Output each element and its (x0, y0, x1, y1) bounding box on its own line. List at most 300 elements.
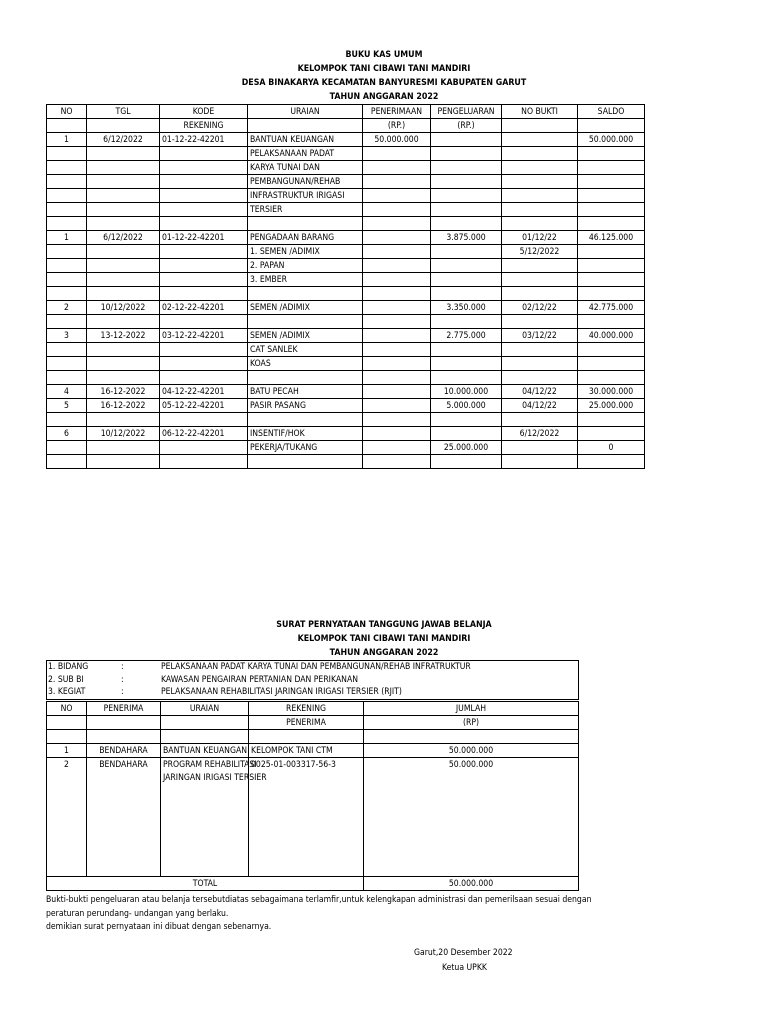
kas-cell-pengeluaran: 5.000.000 (431, 399, 502, 413)
kas-cell-penerimaan (363, 273, 431, 287)
sptj-header-penerima: PENERIMA (87, 702, 161, 716)
kas-cell-pengeluaran (431, 343, 502, 357)
kas-cell-tgl (87, 189, 160, 203)
kas-cell-no-bukti: 02/12/22 (502, 301, 578, 315)
kas-cell-uraian: KOAS (248, 357, 363, 371)
info-label: 2. SUB BI (48, 674, 84, 685)
kas-cell-uraian: KARYA TUNAI DAN (248, 161, 363, 175)
empty-cell (249, 730, 364, 744)
spacer-row (47, 730, 579, 744)
info-value: KAWASAN PENGAIRAN PERTANIAN DAN PERIKANAN (161, 674, 359, 685)
kas-cell-no-bukti (502, 203, 578, 217)
kas-cell-penerimaan (363, 329, 431, 343)
kas-cell-uraian: INSENTIF/HOK (248, 427, 363, 441)
kas-cell-kode-rekening (160, 441, 248, 455)
kas-cell-tgl (87, 287, 160, 301)
kas-cell-no-bukti: 04/12/22 (502, 399, 578, 413)
kas-cell-saldo (578, 315, 645, 329)
kas-cell-no-bukti (502, 357, 578, 371)
kas-cell-tgl: 6/12/2022 (87, 133, 160, 147)
sptj-title-2: KELOMPOK TANI CIBAWI TANI MANDIRI (297, 634, 471, 644)
sptj-title-1: SURAT PERNYATAAN TANGGUNG JAWAB BELANJA (276, 620, 492, 630)
kas-cell-saldo (578, 147, 645, 161)
kas-cell-uraian (248, 413, 363, 427)
kas-cell-tgl (87, 343, 160, 357)
kas-cell-penerimaan (363, 147, 431, 161)
kas-cell-penerimaan (363, 259, 431, 273)
kas-cell-kode-rekening: 02-12-22-42201 (160, 301, 248, 315)
table-row (47, 357, 645, 371)
kas-cell-kode-rekening (160, 189, 248, 203)
sptj-header-uraian: URAIAN (161, 702, 249, 716)
kas-cell-saldo: 50.000.000 (578, 133, 645, 147)
blank-body-row (47, 784, 579, 877)
kas-cell-pengeluaran (431, 175, 502, 189)
kas-cell-pengeluaran (431, 273, 502, 287)
kas-title-1: BUKU KAS UMUM (345, 50, 423, 60)
kas-cell-pengeluaran: 2.775.000 (431, 329, 502, 343)
total-label: TOTAL (47, 877, 364, 891)
kas-cell-penerimaan (363, 189, 431, 203)
table-row (47, 371, 645, 385)
kas-cell-penerimaan (363, 385, 431, 399)
kas-cell-no-bukti (502, 175, 578, 189)
kas-title-2: KELOMPOK TANI CIBAWI TANI MANDIRI (297, 64, 471, 74)
kas-cell-pengeluaran (431, 189, 502, 203)
table-row (47, 399, 645, 413)
table-row (47, 744, 579, 758)
kas-cell-pengeluaran (431, 161, 502, 175)
kas-cell-no: 2 (47, 301, 87, 315)
table-row (47, 217, 645, 231)
kas-table (46, 104, 645, 469)
kas-cell-penerimaan (363, 203, 431, 217)
kas-cell-saldo (578, 357, 645, 371)
kas-cell-kode-rekening (160, 161, 248, 175)
empty-cell (161, 730, 249, 744)
total-value: 50.000.000 (364, 877, 579, 891)
sptj-header-rekening-penerima: REKENING (249, 702, 364, 716)
kas-cell-tgl: 16-12-2022 (87, 399, 160, 413)
kas-header-uraian (248, 119, 363, 133)
kas-header-saldo (578, 119, 645, 133)
kas-cell-uraian: PASIR PASANG (248, 399, 363, 413)
kas-cell-no (47, 217, 87, 231)
info-sep: : (121, 687, 124, 697)
kas-cell-pengeluaran: 10.000.000 (431, 385, 502, 399)
kas-cell-tgl (87, 315, 160, 329)
table-row (47, 385, 645, 399)
kas-cell-kode-rekening (160, 371, 248, 385)
kas-cell-uraian: PEMBANGUNAN/REHAB (248, 175, 363, 189)
kas-cell-saldo (578, 161, 645, 175)
kas-cell-penerimaan (363, 357, 431, 371)
kas-cell-no (47, 189, 87, 203)
kas-cell-pengeluaran: 3.350.000 (431, 301, 502, 315)
kas-cell-saldo (578, 371, 645, 385)
table-row (47, 133, 645, 147)
kas-cell-no: 1 (47, 133, 87, 147)
table-row (47, 771, 579, 784)
sptj-cell-no: 1 (47, 744, 87, 758)
sptj-cell-no (47, 771, 87, 784)
kas-cell-uraian (248, 455, 363, 469)
kas-cell-saldo: 25.000.000 (578, 399, 645, 413)
kas-cell-kode-rekening (160, 343, 248, 357)
table-row (47, 147, 645, 161)
kas-cell-tgl (87, 175, 160, 189)
kas-header-kode-rekening: KODE (160, 105, 248, 119)
kas-cell-kode-rekening: 03-12-22-42201 (160, 329, 248, 343)
kas-cell-tgl (87, 259, 160, 273)
kas-cell-no-bukti (502, 217, 578, 231)
kas-cell-uraian: 3. EMBER (248, 273, 363, 287)
info-label: 1. BIDANG (48, 662, 89, 672)
kas-cell-pengeluaran (431, 259, 502, 273)
table-row (47, 175, 645, 189)
kas-cell-saldo (578, 273, 645, 287)
kas-cell-no-bukti (502, 259, 578, 273)
sptj-header-jumlah: (RP) (364, 716, 579, 730)
kas-cell-pengeluaran (431, 413, 502, 427)
kas-cell-uraian: SEMEN /ADIMIX (248, 329, 363, 343)
kas-cell-no-bukti (502, 147, 578, 161)
table-row (47, 245, 645, 259)
table-row (47, 315, 645, 329)
kas-cell-tgl (87, 455, 160, 469)
empty-cell (249, 784, 364, 877)
kas-header-pengeluaran: (RP.) (431, 119, 502, 133)
kas-cell-kode-rekening (160, 175, 248, 189)
kas-cell-no: 6 (47, 427, 87, 441)
sign-place-date: Garut,20 Desember 2022 (414, 948, 513, 958)
kas-cell-tgl (87, 413, 160, 427)
kas-cell-no-bukti: 6/12/2022 (502, 427, 578, 441)
kas-cell-saldo: 42.775.000 (578, 301, 645, 315)
kas-cell-penerimaan (363, 217, 431, 231)
table-row (47, 203, 645, 217)
kas-cell-penerimaan (363, 371, 431, 385)
kas-cell-pengeluaran: 25.000.000 (431, 441, 502, 455)
kas-cell-penerimaan (363, 413, 431, 427)
kas-cell-no-bukti (502, 315, 578, 329)
kas-cell-no-bukti (502, 133, 578, 147)
kas-cell-tgl: 6/12/2022 (87, 231, 160, 245)
table-row (47, 259, 645, 273)
kas-header-saldo: SALDO (578, 105, 645, 119)
kas-cell-penerimaan (363, 315, 431, 329)
kas-cell-pengeluaran (431, 455, 502, 469)
kas-cell-penerimaan (363, 441, 431, 455)
sptj-header-no: NO (47, 702, 87, 716)
kas-cell-penerimaan (363, 399, 431, 413)
kas-header-row (47, 119, 645, 133)
info-label: 3. KEGIAT (48, 687, 86, 697)
kas-cell-no-bukti (502, 371, 578, 385)
sptj-footer-1: Bukti-bukti pengeluaran atau belanja tersebutdiatas sebagaimana terlamfir,untuk kelengkapan administrasi dan pemerilsaan sesuai dengan (46, 895, 592, 905)
sptj-cell-rekening-penerima: 0025-01-003317-56-3 (249, 758, 364, 772)
kas-cell-no-bukti: 03/12/22 (502, 329, 578, 343)
kas-cell-penerimaan (363, 301, 431, 315)
sptj-cell-jumlah: 50.000.000 (364, 744, 579, 758)
kas-cell-uraian (248, 315, 363, 329)
sptj-cell-penerima: BENDAHARA (87, 744, 161, 758)
kas-cell-saldo (578, 203, 645, 217)
kas-header-kode-rekening: REKENING (160, 119, 248, 133)
sptj-info-row (47, 686, 578, 699)
kas-cell-tgl (87, 357, 160, 371)
kas-cell-uraian: 2. PAPAN (248, 259, 363, 273)
kas-cell-penerimaan (363, 231, 431, 245)
table-row (47, 273, 645, 287)
kas-cell-no (47, 259, 87, 273)
empty-cell (87, 730, 161, 744)
kas-cell-tgl: 13-12-2022 (87, 329, 160, 343)
kas-cell-no-bukti: 04/12/22 (502, 385, 578, 399)
empty-cell (47, 784, 87, 877)
kas-cell-no (47, 455, 87, 469)
kas-cell-no-bukti (502, 413, 578, 427)
kas-cell-saldo: 40.000.000 (578, 329, 645, 343)
kas-cell-uraian: 1. SEMEN /ADIMIX (248, 245, 363, 259)
kas-title-4: TAHUN ANGGARAN 2022 (329, 92, 439, 102)
kas-cell-tgl (87, 203, 160, 217)
table-row (47, 455, 645, 469)
kas-cell-kode-rekening (160, 455, 248, 469)
sptj-footer-3: demikian surat pernyataan ini dibuat dengan sebenarnya. (46, 922, 272, 932)
kas-cell-kode-rekening: 01-12-22-42201 (160, 231, 248, 245)
kas-cell-uraian: PELAKSANAAN PADAT (248, 147, 363, 161)
kas-cell-no-bukti: 5/12/2022 (502, 245, 578, 259)
kas-cell-no (47, 161, 87, 175)
kas-cell-pengeluaran (431, 203, 502, 217)
table-row (47, 189, 645, 203)
kas-cell-pengeluaran (431, 245, 502, 259)
kas-cell-no-bukti (502, 189, 578, 203)
table-row (47, 758, 579, 772)
empty-cell (87, 784, 161, 877)
kas-cell-pengeluaran (431, 133, 502, 147)
kas-cell-no (47, 357, 87, 371)
kas-cell-saldo (578, 259, 645, 273)
kas-cell-penerimaan (363, 175, 431, 189)
sptj-cell-penerima (87, 771, 161, 784)
empty-cell (364, 730, 579, 744)
kas-cell-no-bukti (502, 455, 578, 469)
sptj-cell-uraian: JARINGAN IRIGASI TERSIER (161, 771, 249, 784)
kas-cell-no (47, 441, 87, 455)
kas-cell-saldo (578, 175, 645, 189)
kas-cell-saldo: 46.125.000 (578, 231, 645, 245)
table-row (47, 413, 645, 427)
table-row (47, 161, 645, 175)
kas-cell-pengeluaran (431, 147, 502, 161)
kas-cell-penerimaan (363, 427, 431, 441)
kas-cell-uraian (248, 217, 363, 231)
kas-cell-no-bukti (502, 161, 578, 175)
kas-header-penerimaan: (RP.) (363, 119, 431, 133)
kas-cell-uraian: SEMEN /ADIMIX (248, 301, 363, 315)
kas-cell-no (47, 175, 87, 189)
kas-cell-penerimaan: 50.000.000 (363, 133, 431, 147)
kas-cell-uraian: CAT SANLEK (248, 343, 363, 357)
kas-cell-penerimaan (363, 287, 431, 301)
kas-cell-kode-rekening (160, 315, 248, 329)
sptj-cell-jumlah: 50.000.000 (364, 758, 579, 772)
kas-cell-kode-rekening (160, 245, 248, 259)
sptj-cell-uraian: PROGRAM REHABILITASI (161, 758, 249, 772)
table-row (47, 231, 645, 245)
kas-cell-no (47, 147, 87, 161)
kas-cell-no-bukti (502, 441, 578, 455)
sptj-header-penerima (87, 716, 161, 730)
kas-cell-tgl (87, 161, 160, 175)
table-row (47, 287, 645, 301)
kas-cell-no-bukti: 01/12/22 (502, 231, 578, 245)
sptj-footer-2: peraturan perundang- undangan yang berlaku. (46, 909, 229, 919)
total-row (47, 877, 579, 891)
kas-cell-saldo (578, 343, 645, 357)
kas-cell-tgl (87, 147, 160, 161)
kas-cell-kode-rekening: 01-12-22-42201 (160, 133, 248, 147)
sptj-header-no (47, 716, 87, 730)
kas-cell-no (47, 203, 87, 217)
sptj-header-rekening-penerima: PENERIMA (249, 716, 364, 730)
sptj-table (46, 701, 579, 891)
kas-cell-tgl (87, 217, 160, 231)
kas-cell-saldo (578, 413, 645, 427)
kas-cell-penerimaan (363, 343, 431, 357)
sptj-cell-jumlah (364, 771, 579, 784)
kas-cell-no (47, 343, 87, 357)
kas-cell-saldo: 0 (578, 441, 645, 455)
kas-cell-penerimaan (363, 245, 431, 259)
kas-cell-saldo (578, 217, 645, 231)
kas-header-no (47, 119, 87, 133)
kas-cell-no (47, 413, 87, 427)
info-value: PELAKSANAAN PADAT KARYA TUNAI DAN PEMBANGUNAN/REHAB INFRATRUKTUR (161, 662, 471, 672)
sptj-header-row (47, 702, 579, 716)
sptj-header-uraian (161, 716, 249, 730)
empty-cell (364, 784, 579, 877)
kas-cell-uraian (248, 287, 363, 301)
kas-cell-pengeluaran (431, 371, 502, 385)
kas-cell-no (47, 371, 87, 385)
kas-header-uraian: URAIAN (248, 105, 363, 119)
kas-cell-kode-rekening: 06-12-22-42201 (160, 427, 248, 441)
kas-cell-kode-rekening: 04-12-22-42201 (160, 385, 248, 399)
sptj-cell-rekening-penerima: KELOMPOK TANI CTM (249, 744, 364, 758)
kas-header-row (47, 105, 645, 119)
kas-cell-no: 1 (47, 231, 87, 245)
info-value: PELAKSANAAN REHABILITASI JARINGAN IRIGASI TERSIER (RJIT) (161, 687, 402, 697)
kas-cell-penerimaan (363, 455, 431, 469)
kas-cell-tgl: 10/12/2022 (87, 427, 160, 441)
kas-cell-pengeluaran (431, 287, 502, 301)
kas-cell-uraian: BANTUAN KEUANGAN (248, 133, 363, 147)
kas-header-pengeluaran: PENGELUARAN (431, 105, 502, 119)
sptj-title-3: TAHUN ANGGARAN 2022 (329, 648, 439, 658)
kas-header-no-bukti (502, 119, 578, 133)
kas-cell-uraian: PEKERJA/TUKANG (248, 441, 363, 455)
kas-cell-pengeluaran: 3.875.000 (431, 231, 502, 245)
info-sep: : (121, 674, 124, 685)
kas-cell-kode-rekening (160, 203, 248, 217)
kas-cell-no: 3 (47, 329, 87, 343)
sptj-cell-uraian: BANTUAN KEUANGAN (161, 744, 249, 758)
kas-cell-saldo (578, 427, 645, 441)
sptj-cell-penerima: BENDAHARA (87, 758, 161, 772)
kas-title-3: DESA BINAKARYA KECAMATAN BANYURESMI KABUPATEN GARUT (241, 78, 527, 88)
kas-header-no-bukti: NO BUKTI (502, 105, 578, 119)
kas-cell-no-bukti (502, 343, 578, 357)
kas-cell-pengeluaran (431, 427, 502, 441)
kas-cell-tgl: 16-12-2022 (87, 385, 160, 399)
sptj-header-row (47, 716, 579, 730)
sptj-info-row (47, 674, 578, 687)
table-row (47, 441, 645, 455)
kas-header-penerimaan: PENERIMAAN (363, 105, 431, 119)
kas-cell-saldo (578, 287, 645, 301)
kas-cell-kode-rekening (160, 357, 248, 371)
kas-cell-kode-rekening (160, 217, 248, 231)
info-sep: : (121, 662, 124, 672)
kas-cell-tgl (87, 273, 160, 287)
kas-cell-tgl (87, 441, 160, 455)
sptj-cell-no: 2 (47, 758, 87, 772)
empty-cell (47, 730, 87, 744)
kas-header-no: NO (47, 105, 87, 119)
kas-header-tgl (87, 119, 160, 133)
kas-cell-kode-rekening: 05-12-22-42201 (160, 399, 248, 413)
kas-cell-kode-rekening (160, 287, 248, 301)
kas-cell-pengeluaran (431, 315, 502, 329)
kas-cell-saldo: 30.000.000 (578, 385, 645, 399)
kas-cell-tgl (87, 371, 160, 385)
sptj-info-row (47, 661, 578, 674)
kas-header-tgl: TGL (87, 105, 160, 119)
kas-cell-saldo (578, 455, 645, 469)
kas-cell-no-bukti (502, 273, 578, 287)
kas-cell-no (47, 273, 87, 287)
kas-cell-no (47, 315, 87, 329)
table-row (47, 301, 645, 315)
kas-cell-uraian: PENGADAAN BARANG (248, 231, 363, 245)
kas-cell-kode-rekening (160, 273, 248, 287)
kas-cell-pengeluaran (431, 357, 502, 371)
kas-cell-no-bukti (502, 287, 578, 301)
kas-cell-uraian: BATU PECAH (248, 385, 363, 399)
kas-cell-saldo (578, 189, 645, 203)
kas-cell-tgl (87, 245, 160, 259)
sptj-info-box (46, 660, 579, 700)
kas-cell-kode-rekening (160, 147, 248, 161)
kas-cell-saldo (578, 245, 645, 259)
kas-cell-no (47, 245, 87, 259)
kas-cell-no: 4 (47, 385, 87, 399)
table-row (47, 343, 645, 357)
kas-cell-kode-rekening (160, 413, 248, 427)
sptj-header-jumlah: JUMLAH (364, 702, 579, 716)
table-row (47, 329, 645, 343)
table-row (47, 427, 645, 441)
kas-cell-no: 5 (47, 399, 87, 413)
kas-cell-no (47, 287, 87, 301)
kas-cell-kode-rekening (160, 259, 248, 273)
kas-cell-uraian: TERSIER (248, 203, 363, 217)
kas-cell-tgl: 10/12/2022 (87, 301, 160, 315)
sign-title: Ketua UPKK (442, 963, 487, 973)
